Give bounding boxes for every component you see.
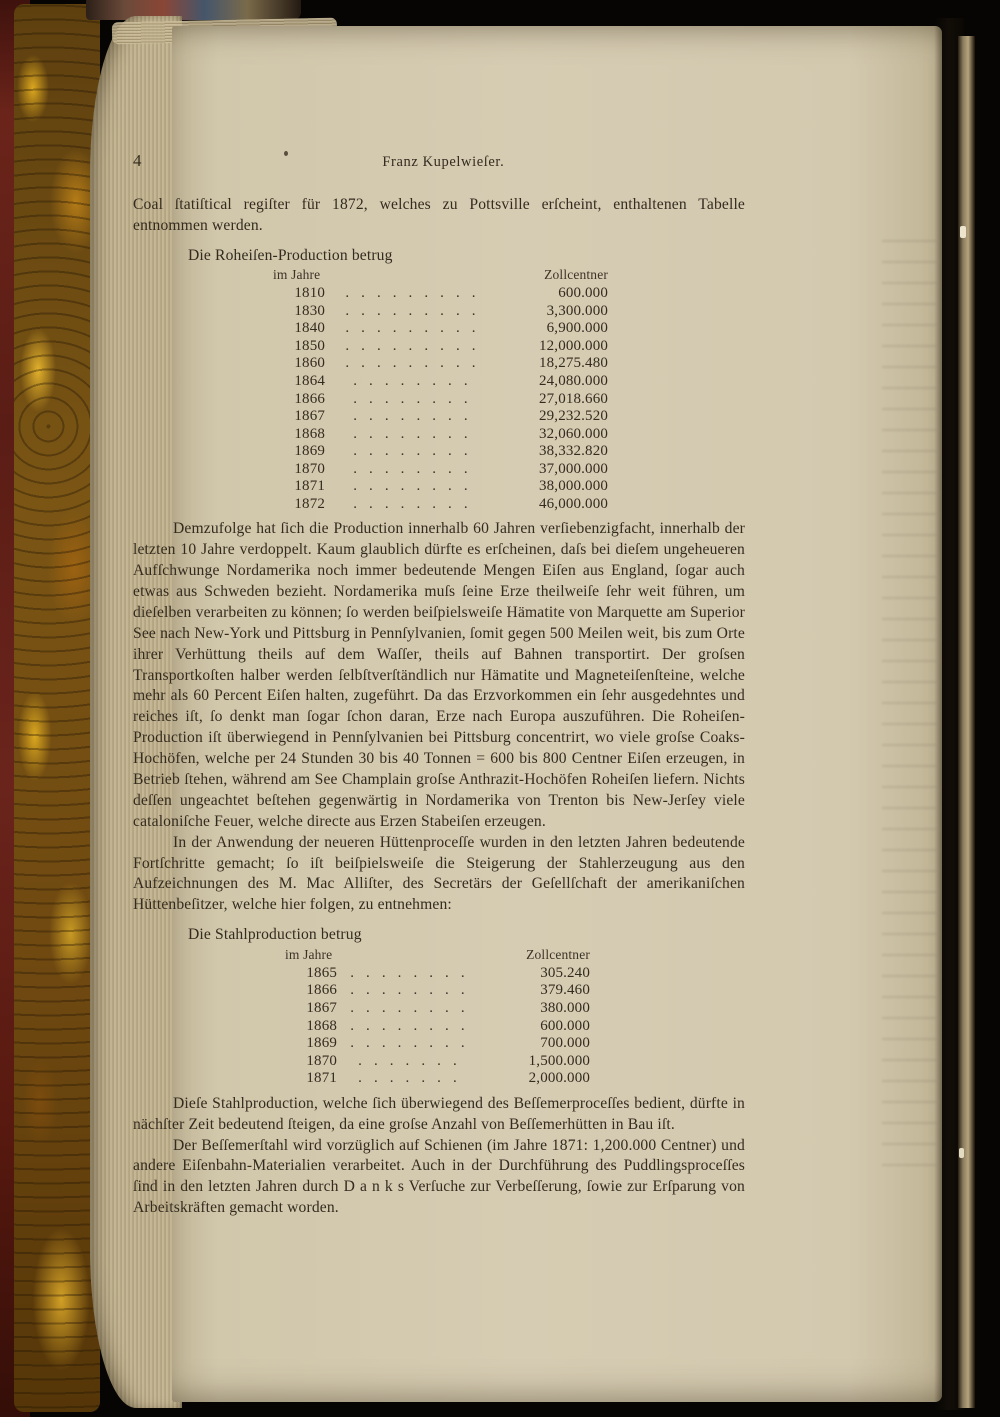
value-cell: 46,000.000 xyxy=(539,495,608,512)
year-cell: 1865 xyxy=(306,964,337,981)
paragraph-final: Der Beſſemerſtahl wird vorzüglich auf Schienen (im Jahre 1871: 1,200.000 Centner) und andere Eiſenbahn-Materialien verarbeitet. Auch in der Durchführung des Puddlingsproceſſes ſind in den letzten Jahren durch D a n k s Verſuche zur Verbeſſerung, ſowie zur Erſparung von Arbeitskräften gemacht worden. xyxy=(133,1136,745,1217)
value-cell: 2,000.000 xyxy=(528,1070,590,1087)
year-cell: 1850 xyxy=(294,337,325,354)
year-cell: 1871 xyxy=(294,478,325,495)
roheisen-production-table xyxy=(273,267,608,513)
running-header: Franz Kupelwieſer. xyxy=(382,154,505,170)
value-cell: 38,332.820 xyxy=(539,443,608,460)
value-cell: 38,000.000 xyxy=(539,478,608,495)
value-cell: 12,000.000 xyxy=(539,337,608,354)
table-row xyxy=(273,408,608,426)
year-cell: 1810 xyxy=(294,285,325,302)
column-header-value: Zollcentner xyxy=(526,947,590,963)
year-cell: 1869 xyxy=(306,1035,337,1052)
ink-showthrough xyxy=(882,236,936,1166)
value-cell: 600.000 xyxy=(540,1017,590,1034)
page-content xyxy=(133,150,745,1219)
value-cell: 6,900.000 xyxy=(546,320,608,337)
dot-leader: . . . . . . . . . xyxy=(345,285,476,302)
dot-leader: . . . . . . . . xyxy=(353,425,468,442)
year-cell: 1868 xyxy=(294,425,325,442)
dot-leader: . . . . . . . . xyxy=(353,460,468,477)
year-cell: 1866 xyxy=(294,390,325,407)
table-row xyxy=(273,285,608,303)
value-cell: 3,300.000 xyxy=(546,302,608,319)
table1-caption: Die Roheiſen-Production betrug xyxy=(188,246,393,264)
paragraph-intro: Coal ſtatiſtical regiſter für 1872, welches zu Pottsville erſcheint, enthaltenen Tabelle entnommen werden. xyxy=(133,195,745,234)
page-header xyxy=(133,150,745,173)
dot-leader: . . . . . . . . xyxy=(350,982,465,999)
dot-leader: . . . . . . . . . xyxy=(345,302,476,319)
dot-leader: . . . . . . . . xyxy=(353,478,468,495)
table-row xyxy=(285,1018,590,1036)
table2-header-row xyxy=(285,947,590,963)
year-cell: 1869 xyxy=(294,443,325,460)
book-cover-top xyxy=(86,0,301,20)
table-row xyxy=(285,1053,590,1071)
value-cell: 18,275.480 xyxy=(539,355,608,372)
value-cell: 379.460 xyxy=(540,982,590,999)
year-cell: 1860 xyxy=(294,355,325,372)
marbled-cover xyxy=(14,4,100,1412)
dot-leader: . . . . . . . . xyxy=(353,443,468,460)
value-cell: 29,232.520 xyxy=(539,408,608,425)
value-cell: 27,018.660 xyxy=(539,390,608,407)
year-cell: 1866 xyxy=(306,982,337,999)
table-row xyxy=(273,391,608,409)
dot-leader: . . . . . . . . xyxy=(353,408,468,425)
table-row xyxy=(273,478,608,496)
year-cell: 1870 xyxy=(306,1052,337,1069)
year-cell: 1868 xyxy=(306,1017,337,1034)
table-row xyxy=(273,373,608,391)
dot-leader: . . . . . . . . xyxy=(350,1017,465,1034)
year-cell: 1872 xyxy=(294,495,325,512)
year-cell: 1870 xyxy=(294,460,325,477)
table-row xyxy=(273,426,608,444)
paragraph-before-table2: In der Anwendung der neueren Hüttenproceſſe wurden in den letzten Jahren bedeutende Fortſchritte gemacht; ſo iſt beiſpielsweiſe die Steigerung der Stahlerzeugung aus den Aufzeichnungen des M. Mac Alliſter, des Secretärs der Geſellſchaft der amerikaniſchen Hüttenbeſitzer, welche hier folgen, zu entnehmen: xyxy=(133,833,745,914)
dot-leader: . . . . . . . . . xyxy=(345,337,476,354)
table-row xyxy=(273,461,608,479)
paragraph-after-table1: Demzufolge hat ſich die Production innerhalb 60 Jahren verſiebenzigfacht, innerhalb der letzten 10 Jahre verdoppelt. Kaum glaublich dürfte es erſcheinen, daſs bei dieſem ungeheueren Aufſchwunge Nordamerika noch immer bedeutende Mengen Eiſen aus England, ſogar auch etwas aus Schweden bezieht. Nordamerika muſs ſeine Erze theilweiſe ſehr weit führen, um dieſelben verarbeiten zu können; ſo werden beiſpielsweiſe Hämatite von Marquette am Superior See nach New-York und Pittsburg in Pennſylvanien, ſomit gegen 500 Meilen weit, bis zum Orte ihrer Verhüttung theils auf dem Waſſer, theils auf Bahnen transportirt. Der groſsen Transportkoſten halber werden ſelbſtverſtändlich nur Hämatite und Magneteiſenſteine, welche mehr als 60 Percent Eiſen halten, zugeführt. Da das Erzvorkommen ein ſehr ausgedehntes und reiches iſt, ſo denkt man ſogar ſchon daran, Erze nach Europa auszuführen. Die Roheiſen-Production iſt überwiegend in Pennſylvanien bei Pittsburg concentrirt, wo viele groſse Coaks-Hochöfen, welche per 24 Stunden 30 bis 40 Tonnen = 600 bis 800 Centner Eiſen erzeugen, in Betrieb ſtehen, während am See Champlain groſse Anthrazit-Hochöfen Roheiſen liefern. Nichts deſſen ungeachtet beſtehen gegenwärtig in Nordamerika von Trenton bis New-Jerſey viele cataloniſche Feuer, welche directe aus Erzen Stabeiſen erzeugen. xyxy=(133,520,745,830)
year-cell: 1871 xyxy=(306,1070,337,1087)
table1-body xyxy=(273,285,608,513)
value-cell: 24,080.000 xyxy=(539,372,608,389)
table-row xyxy=(273,496,608,514)
dot-leader: . . . . . . . . xyxy=(350,1000,465,1017)
table-row xyxy=(273,320,608,338)
edge-mark xyxy=(959,1148,964,1158)
value-cell: 1,500.000 xyxy=(528,1052,590,1069)
value-cell: 32,060.000 xyxy=(539,425,608,442)
value-cell: 305.240 xyxy=(540,964,590,981)
dot-leader: . . . . . . . . xyxy=(353,372,468,389)
table-row xyxy=(285,965,590,983)
year-cell: 1864 xyxy=(294,372,325,389)
value-cell: 37,000.000 xyxy=(539,460,608,477)
table-row xyxy=(285,982,590,1000)
stahl-production-table xyxy=(285,947,590,1088)
year-cell: 1867 xyxy=(306,1000,337,1017)
year-cell: 1867 xyxy=(294,408,325,425)
value-cell: 600.000 xyxy=(558,285,608,302)
year-cell: 1840 xyxy=(294,320,325,337)
value-cell: 700.000 xyxy=(540,1035,590,1052)
facing-page-edge xyxy=(958,36,975,1408)
year-cell: 1830 xyxy=(294,302,325,319)
table-row xyxy=(285,1000,590,1018)
paragraph-after-table2: Dieſe Stahlproduction, welche ſich überwiegend des Beſſemerproceſſes bedient, dürfte in nächſter Zeit bedeutend ſteigen, da eine groſse Anzahl von Beſſemerhütten in Bau iſt. xyxy=(133,1094,745,1133)
table2-body xyxy=(285,965,590,1088)
edge-mark xyxy=(960,226,966,238)
dot-leader: . . . . . . . . . xyxy=(345,355,476,372)
column-header-value: Zollcentner xyxy=(544,267,608,283)
dot-leader: . . . . . . . . xyxy=(350,1035,465,1052)
dot-leader: . . . . . . . xyxy=(358,1070,457,1087)
value-cell: 380.000 xyxy=(540,1000,590,1017)
table-row xyxy=(273,338,608,356)
column-header-year: im Jahre xyxy=(273,267,321,283)
dot-leader: . . . . . . . . xyxy=(353,390,468,407)
dot-leader: . . . . . . . . . xyxy=(345,320,476,337)
dot-leader: . . . . . . . . xyxy=(350,964,465,981)
table-row xyxy=(285,1070,590,1088)
page-number: 4 xyxy=(133,151,142,170)
column-header-year: im Jahre xyxy=(285,947,333,963)
dot-leader: . . . . . . . xyxy=(358,1052,457,1069)
dot-leader: . . . . . . . . xyxy=(353,495,468,512)
table-row xyxy=(273,443,608,461)
table-row xyxy=(273,303,608,321)
table2-caption: Die Stahlproduction betrug xyxy=(188,926,362,944)
table1-header-row xyxy=(273,267,608,283)
table-row xyxy=(273,355,608,373)
table-row xyxy=(285,1035,590,1053)
